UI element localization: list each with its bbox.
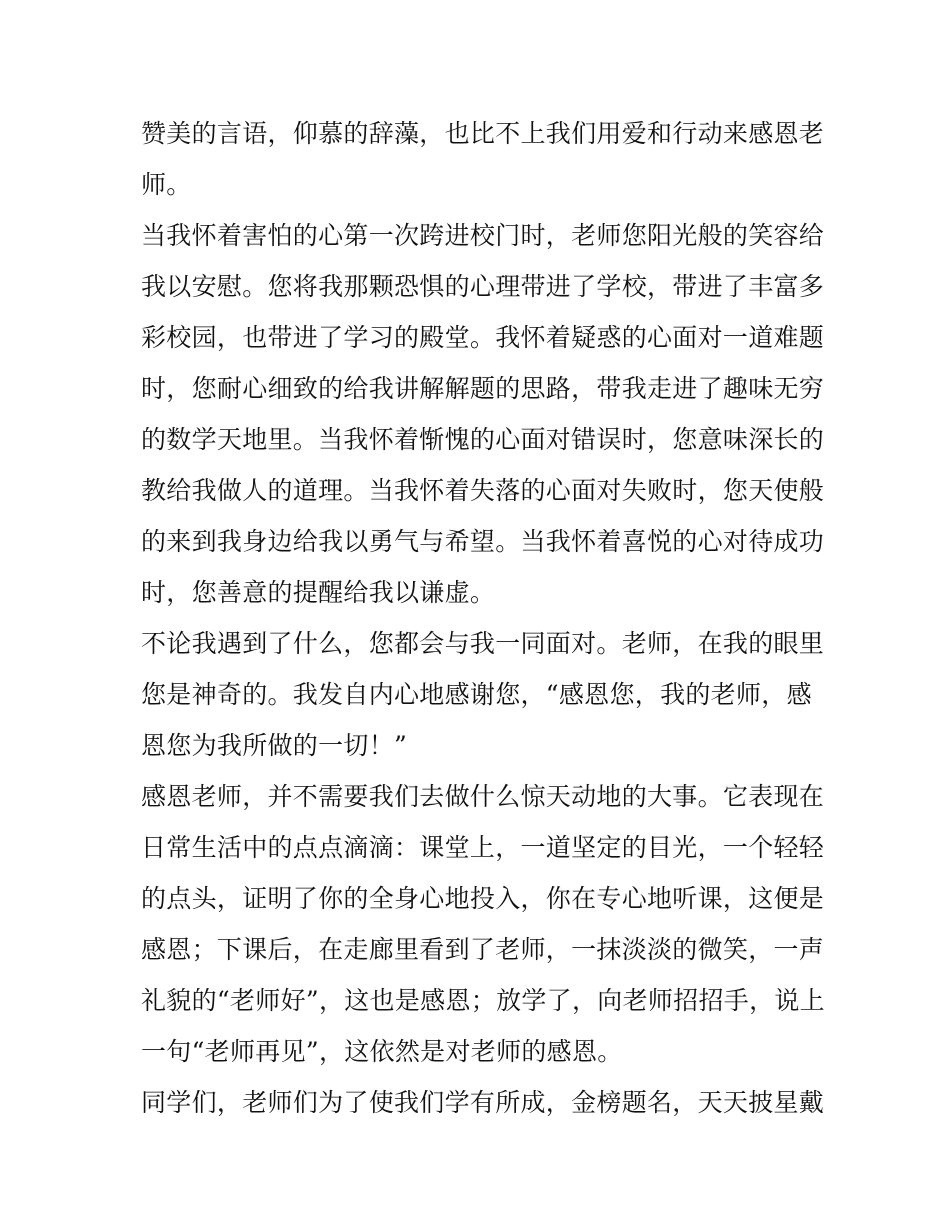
text-line: 时，您善意的提醒给我以谦虚。 [141,578,496,607]
text-line: 当我怀着害怕的心第一次跨进校门时，老师您阳光般的笑容给 [141,221,825,250]
text-line: 礼貌的“老师好”，这也是感恩；放学了，向老师招招手，说上 [141,986,825,1015]
text-line: 的点头，证明了你的全身心地投入，你在专心地听课，这便是 [141,884,825,913]
text-line: 感恩；下课后，在走廊里看到了老师，一抹淡淡的微笑，一声 [141,935,825,964]
text-line: 教给我做人的道理。当我怀着失落的心面对失败时，您天使般 [141,476,825,505]
text-line: 的数学天地里。当我怀着惭愧的心面对错误时，您意味深长的 [141,425,825,454]
text-line: 一句“老师再见”，这依然是对老师的感恩。 [141,1037,623,1066]
text-line: 时，您耐心细致的给我讲解解题的思路，带我走进了趣味无穷 [141,374,825,403]
text-line: 您是神奇的。我发自内心地感谢您，“感恩您，我的老师，感 [141,680,812,709]
text-line: 恩您为我所做的一切！” [141,731,408,760]
text-line: 不论我遇到了什么，您都会与我一同面对。老师，在我的眼里 [141,629,825,658]
text-line: 我以安慰。您将我那颗恐惧的心理带进了学校，带进了丰富多 [141,272,825,301]
text-line: 的来到我身边给我以勇气与希望。当我怀着喜悦的心对待成功 [141,527,825,556]
text-line: 师。 [141,170,192,199]
text-line: 日常生活中的点点滴滴：课堂上，一道坚定的目光，一个轻轻 [141,833,825,862]
text-line: 同学们，老师们为了使我们学有所成，金榜题名，天天披星戴 [141,1088,825,1117]
text-line: 感恩老师，并不需要我们去做什么惊天动地的大事。它表现在 [141,782,825,811]
text-line: 赞美的言语，仰慕的辞藻，也比不上我们用爱和行动来感恩老 [141,119,825,148]
text-line: 彩校园，也带进了学习的殿堂。我怀着疑惑的心面对一道难题 [141,323,825,352]
document-body [141,108,825,1128]
